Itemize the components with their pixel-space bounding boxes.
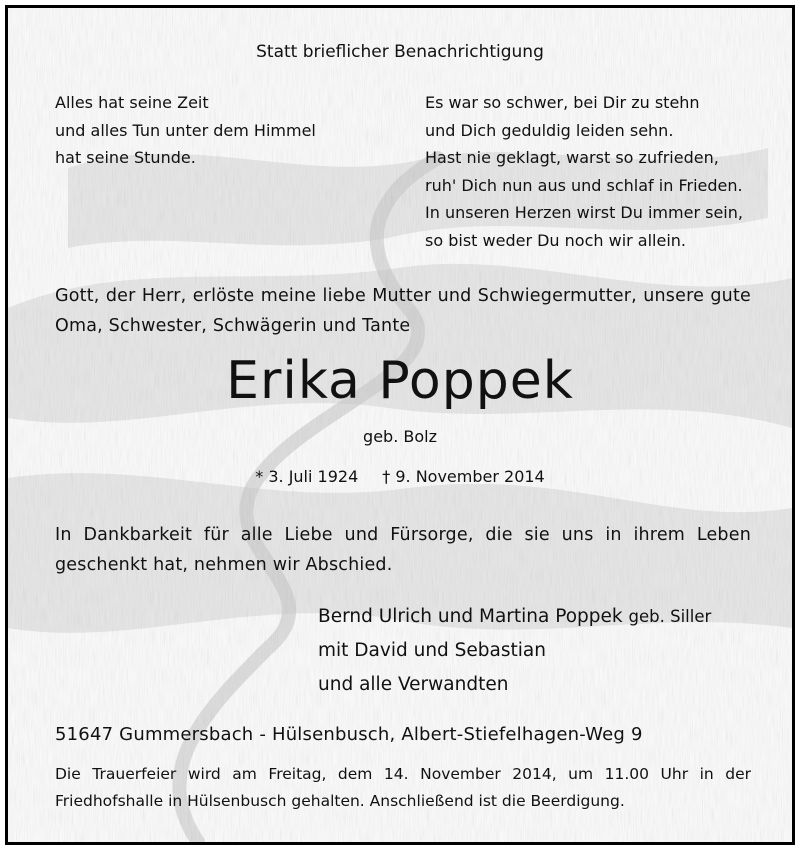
deceased-name: Erika Poppek bbox=[226, 351, 574, 411]
poem-line: und Dich geduldig leiden sehn. bbox=[425, 120, 674, 140]
maiden-name: geb. Bolz bbox=[363, 427, 437, 446]
family-line: Bernd Ulrich und Martina Poppek bbox=[318, 606, 623, 627]
poem-line: so bist weder Du noch wir allein. bbox=[425, 230, 687, 250]
poem-line: ruh' Dich nun aus und schlaf in Frieden. bbox=[425, 175, 743, 195]
poem-line: und alles Tun unter dem Himmel bbox=[55, 120, 316, 140]
poem-line: hat seine Stunde. bbox=[55, 148, 196, 167]
notification-header: Statt brieflicher Benachrichtigung bbox=[256, 42, 544, 62]
obituary-frame bbox=[5, 5, 795, 845]
family-address: 51647 Gummersbach - Hülsenbusch, Albert-Stiefelhagen-Weg 9 bbox=[55, 724, 643, 745]
death-date: † 9. November 2014 bbox=[382, 467, 545, 486]
family-signature bbox=[318, 600, 711, 702]
family-line: mit David und Sebastian bbox=[318, 640, 546, 661]
life-dates bbox=[8, 467, 792, 486]
family-line: und alle Verwandten bbox=[318, 674, 509, 695]
poem-line: Es war so schwer, bei Dir zu stehn bbox=[425, 93, 700, 112]
family-line-suffix: geb. Siller bbox=[628, 607, 712, 626]
thanks-paragraph: In Dankbarkeit für alle Liebe und Fürsorge, die sie uns in ihrem Leben geschenkt hat, nehmen wir Abschied. bbox=[55, 525, 751, 575]
poem-line: Alles hat seine Zeit bbox=[55, 93, 209, 112]
poem-line: In unseren Herzen wirst Du immer sein, bbox=[425, 203, 743, 222]
birth-date: * 3. Juli 1924 bbox=[255, 467, 359, 486]
intro-paragraph: Gott, der Herr, erlöste meine liebe Mutter und Schwiegermutter, unsere gute Oma, Schwester, Schwägerin und Tante bbox=[55, 286, 751, 336]
funeral-service-info: Die Trauerfeier wird am Freitag, dem 14. November 2014, um 11.00 Uhr in der Friedhofshalle in Hülsenbusch gehalten. Anschließend ist die Beerdigung. bbox=[55, 765, 751, 810]
poem-line: Hast nie geklagt, warst so zufrieden, bbox=[425, 148, 719, 167]
poem-right bbox=[425, 89, 743, 254]
poem-left bbox=[55, 89, 316, 172]
